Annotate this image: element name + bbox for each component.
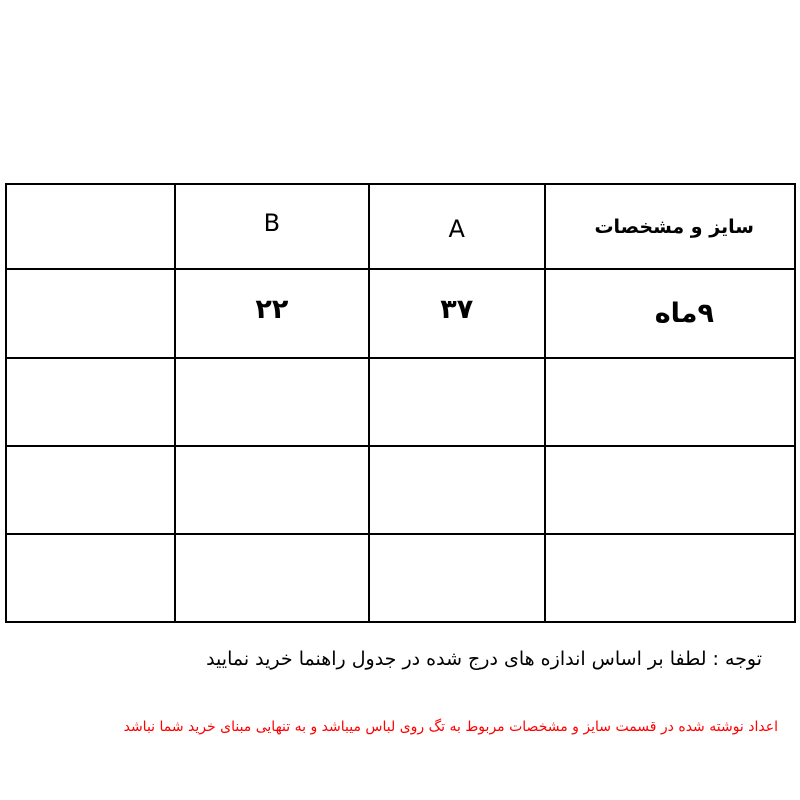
- table-row: [6, 446, 795, 534]
- size-spec-label: سایز و مشخصات: [594, 215, 754, 238]
- table-cell-size: [545, 269, 795, 358]
- table-cell: [545, 446, 795, 534]
- table-row: [6, 358, 795, 446]
- header-cell-size: [545, 184, 795, 269]
- column-b-label: B: [263, 209, 281, 237]
- table-cell-b: [175, 269, 369, 358]
- table-cell: [6, 446, 175, 534]
- size-tag-warning: اعداد نوشته شده در قسمت سایز و مشخصات مربوط به تگ روی لباس میباشد و به تنهایی مبنای خرید شما نباشد: [123, 719, 778, 735]
- table-cell: [369, 446, 545, 534]
- value-size: ۹ماه: [654, 298, 714, 329]
- header-cell-empty: [6, 184, 175, 269]
- table-cell: [6, 358, 175, 446]
- table-cell: [369, 534, 545, 622]
- table-row: [6, 534, 795, 622]
- table-cell: [369, 358, 545, 446]
- table-cell: [175, 534, 369, 622]
- header-cell-a: [369, 184, 545, 269]
- table-cell: [175, 358, 369, 446]
- table-header-row: [6, 184, 795, 269]
- column-a-label: A: [448, 214, 465, 243]
- table-cell: [545, 358, 795, 446]
- purchase-note: توجه : لطفا بر اساس اندازه های درج شده در جدول راهنما خرید نمایید: [206, 648, 762, 670]
- table-row: [6, 269, 795, 358]
- value-b: ۲۲: [255, 293, 289, 325]
- value-a: ۳۷: [440, 293, 474, 325]
- size-guide-table: [5, 183, 796, 623]
- table-cell: [545, 534, 795, 622]
- table-cell: [6, 269, 175, 358]
- header-cell-b: [175, 184, 369, 269]
- table-cell: [175, 446, 369, 534]
- table-cell-a: [369, 269, 545, 358]
- table-cell: [6, 534, 175, 622]
